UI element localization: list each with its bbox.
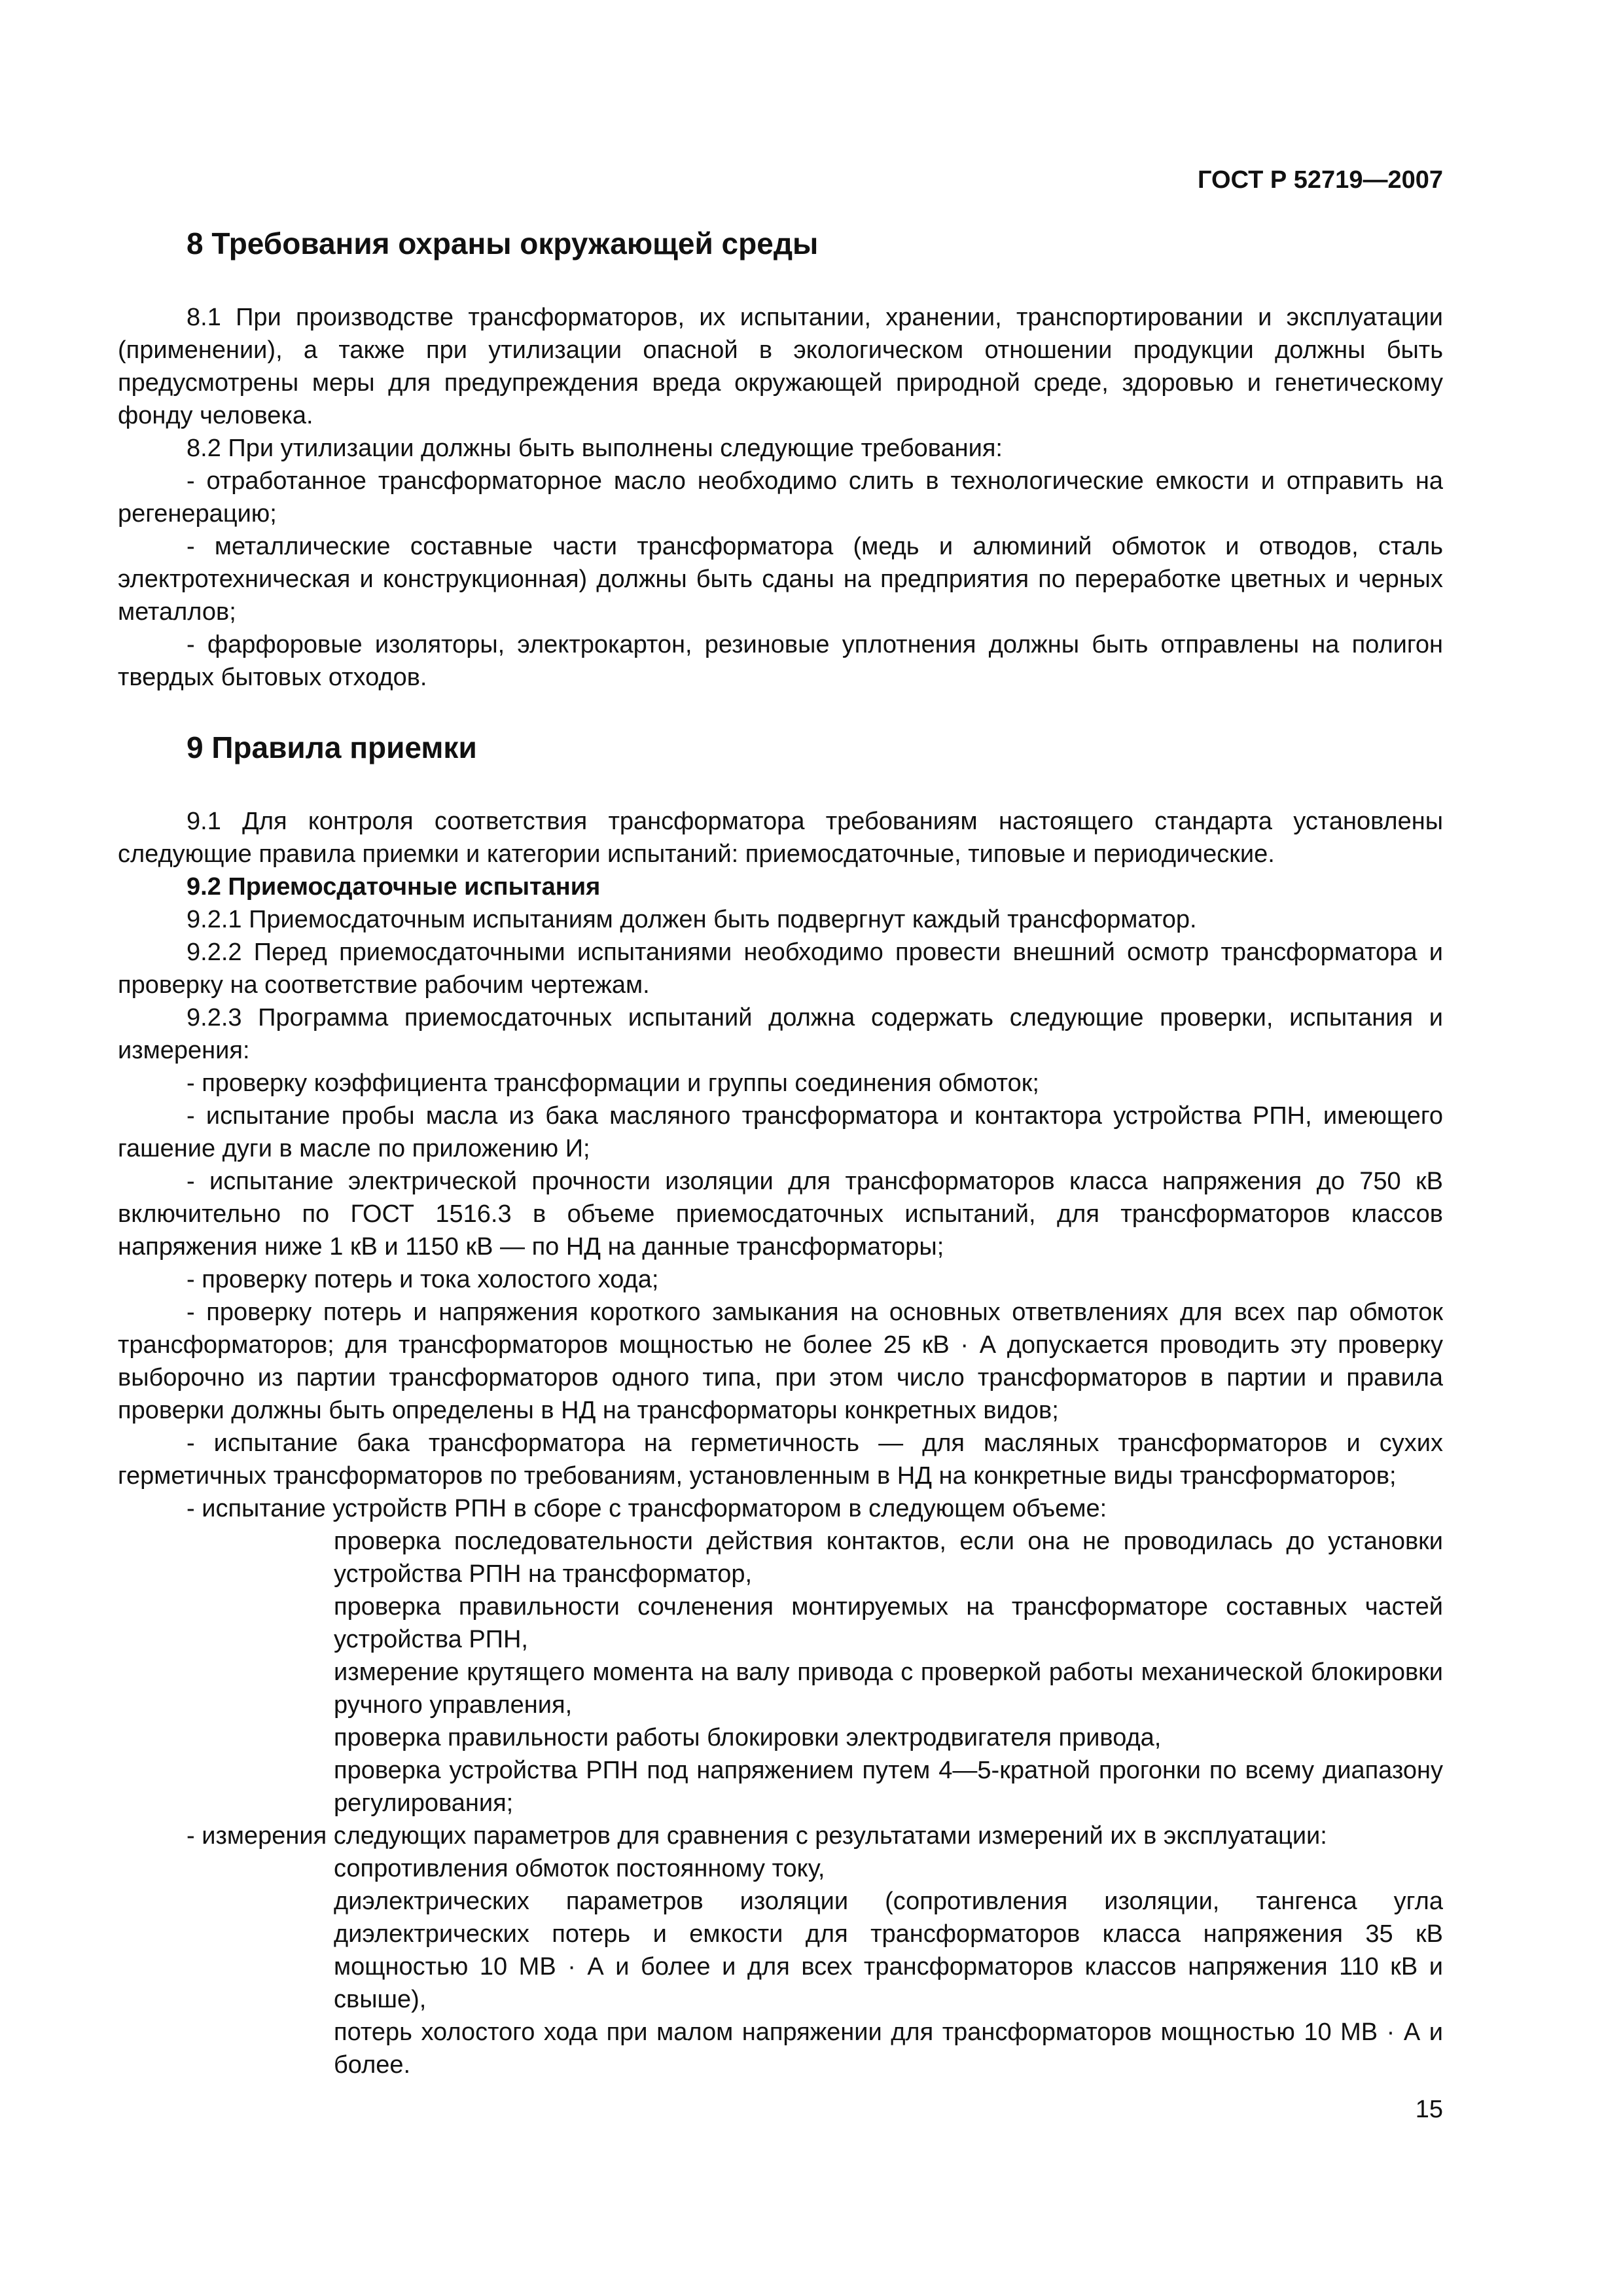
section-8-heading: 8 Требования охраны окружающей среды: [187, 226, 819, 260]
sub-list-item: измерение крутящего момента на валу привода с проверкой работы механической блокировки ручного управления,: [334, 1659, 1443, 1719]
list-item-metal: - металлические составные части трансформатора (медь и алюминий обмоток и отводов, сталь электротехническая и конструкционная) должны быть сданы на предприятия по переработке цветных и черных металлов;: [118, 533, 1443, 626]
list-item: - проверку потерь и напряжения короткого замыкания на основных ответвлениях для всех пар обмоток трансформаторов; для трансформаторов мощностью не более 25 кВ · А допускается проводить эту проверку выборочно из партии трансформаторов одного типа, при этом число трансформаторов в партии и правила проверки должны быть определены в НД на трансформаторы конкретных видов;: [118, 1299, 1443, 1424]
sub-list-item: потерь холостого хода при малом напряжении для трансформаторов мощностью 10 МВ · А и более.: [334, 2018, 1443, 2079]
document-code: ГОСТ Р 52719—2007: [1198, 166, 1443, 194]
paragraph-9-2-1: 9.2.1 Приемосдаточным испытаниям должен быть подвергнут каждый трансформатор.: [187, 906, 1197, 933]
section-9-heading: 9 Правила приемки: [187, 730, 477, 764]
sub-list-item: сопротивления обмоток постоянному току,: [334, 1855, 825, 1882]
list-item-rpn: - испытание устройств РПН в сборе с трансформатором в следующем объеме:: [187, 1495, 1107, 1522]
paragraph-8-2: 8.2 При утилизации должны быть выполнены следующие требования:: [187, 435, 1003, 462]
paragraph-9-2-3: 9.2.3 Программа приемосдаточных испытаний должна содержать следующие проверки, испытания и измерения:: [118, 1004, 1443, 1064]
paragraph-8-1: 8.1 При производстве трансформаторов, их испытании, хранении, транспортировании и эксплуатации (применении), а также при утилизации опасной в экологическом отношении продукции должны быть предусмотрены меры для предупреждения вреда окружающей природной среде, здоровью и генетическому фонду человека.: [118, 304, 1443, 429]
list-item: - проверку коэффициента трансформации и группы соединения обмоток;: [187, 1069, 1039, 1097]
subsection-9-2-heading: 9.2 Приемосдаточные испытания: [187, 873, 601, 901]
list-item: - проверку потерь и тока холостого хода;: [187, 1266, 659, 1293]
sub-list-item: проверка устройства РПН под напряжением путем 4—5-кратной прогонки по всему диапазону регулирования;: [334, 1757, 1443, 1817]
paragraph-9-2-2: 9.2.2 Перед приемосдаточными испытаниями необходимо провести внешний осмотр трансформатора и проверку на соответствие рабочим чертежам.: [118, 939, 1443, 999]
list-item: - испытание электрической прочности изоляции для трансформаторов класса напряжения до 750 кВ включительно по ГОСТ 1516.3 в объеме приемосдаточных испытаний, для трансформаторов классов напряжения ниже 1 кВ и 1150 кВ — по НД на данные трансформаторы;: [118, 1168, 1443, 1261]
list-item-porcelain: - фарфоровые изоляторы, электрокартон, резиновые уплотнения должны быть отправлены на полигон твердых бытовых отходов.: [118, 631, 1443, 691]
list-item-measurements: - измерения следующих параметров для сравнения с результатами измерений их в эксплуатации:: [187, 1822, 1327, 1850]
sub-list-item: проверка правильности работы блокировки электродвигателя привода,: [334, 1724, 1162, 1751]
list-item: - испытание пробы масла из бака масляного трансформатора и контактора устройства РПН, имеющего гашение дуги в масле по приложению И;: [118, 1102, 1443, 1162]
sub-list-item: проверка правильности сочленения монтируемых на трансформаторе составных частей устройства РПН,: [334, 1593, 1443, 1653]
page-number: 15: [1415, 2096, 1443, 2123]
list-item-oil: - отработанное трансформаторное масло необходимо слить в технологические емкости и отправить на регенерацию;: [118, 467, 1443, 528]
list-item: - испытание бака трансформатора на герметичность — для масляных трансформаторов и сухих герметичных трансформаторов по требованиям, установленным в НД на конкретные виды трансформаторов;: [118, 1429, 1443, 1490]
sub-list-item: диэлектрических параметров изоляции (сопротивления изоляции, тангенса угла диэлектрических потерь и емкости для трансформаторов класса напряжения 35 кВ мощностью 10 МВ · А и более и для всех трансформаторов классов напряжения 110 кВ и свыше),: [334, 1888, 1443, 2013]
sub-list-item: проверка последовательности действия контактов, если она не проводилась до установки устройства РПН на трансформатор,: [334, 1528, 1443, 1588]
paragraph-9-1: 9.1 Для контроля соответствия трансформатора требованиям настоящего стандарта установлены следующие правила приемки и категории испытаний: приемосдаточные, типовые и периодические.: [118, 808, 1443, 868]
